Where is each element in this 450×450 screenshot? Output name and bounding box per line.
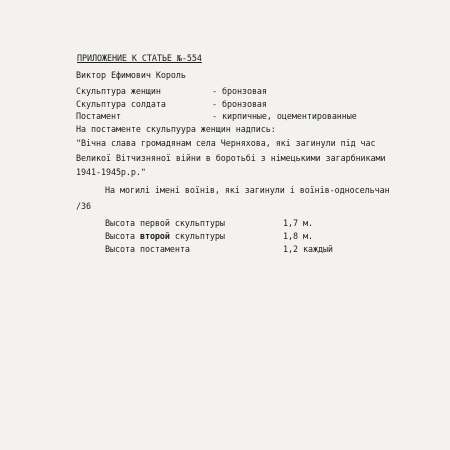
inscription-line-2: Великої Вітчизняної війни в боротьбі з німецькими загарбниками [76, 153, 386, 163]
inscription-intro: На постаменте скульпуура женщин надпись: [76, 124, 276, 134]
material-label-soldier-sculpture: Скульптура солдата [76, 99, 166, 109]
height-value-first-sculpture: 1,7 м. [283, 218, 313, 228]
grave-note-line-2: /36 [76, 201, 91, 211]
material-value-pedestal: - кирпичные, оцементированные [212, 111, 357, 121]
material-label-pedestal: Постамент [76, 111, 121, 121]
height-label-first-sculpture: Высота первой скульптуры [105, 218, 225, 228]
height-value-second-sculpture: 1,8 м. [283, 231, 313, 241]
author-name: Виктор Ефимович Король [76, 70, 186, 80]
height-label-second-sculpture: Высота второй скульптуры [105, 231, 225, 241]
material-label-women-sculpture: Скульптура женщин [76, 86, 161, 96]
grave-note-line-1: На могилі імені воїнів, які загинули і воїнів-односельчан [105, 185, 390, 195]
document-heading: ПРИЛОЖЕНИЕ К СТАТЬЕ №-554 [77, 53, 202, 63]
inscription-line-1: "Вічна слава громадянам села Черняхова, які загинули під час [76, 138, 376, 148]
height-label-pedestal: Высота постамента [105, 244, 190, 254]
material-value-women-sculpture: - бронзовая [212, 86, 267, 96]
height-value-pedestal: 1,2 каждый [283, 244, 333, 254]
material-value-soldier-sculpture: - бронзовая [212, 99, 267, 109]
inscription-line-3: 1941-1945р.р." [76, 167, 146, 177]
